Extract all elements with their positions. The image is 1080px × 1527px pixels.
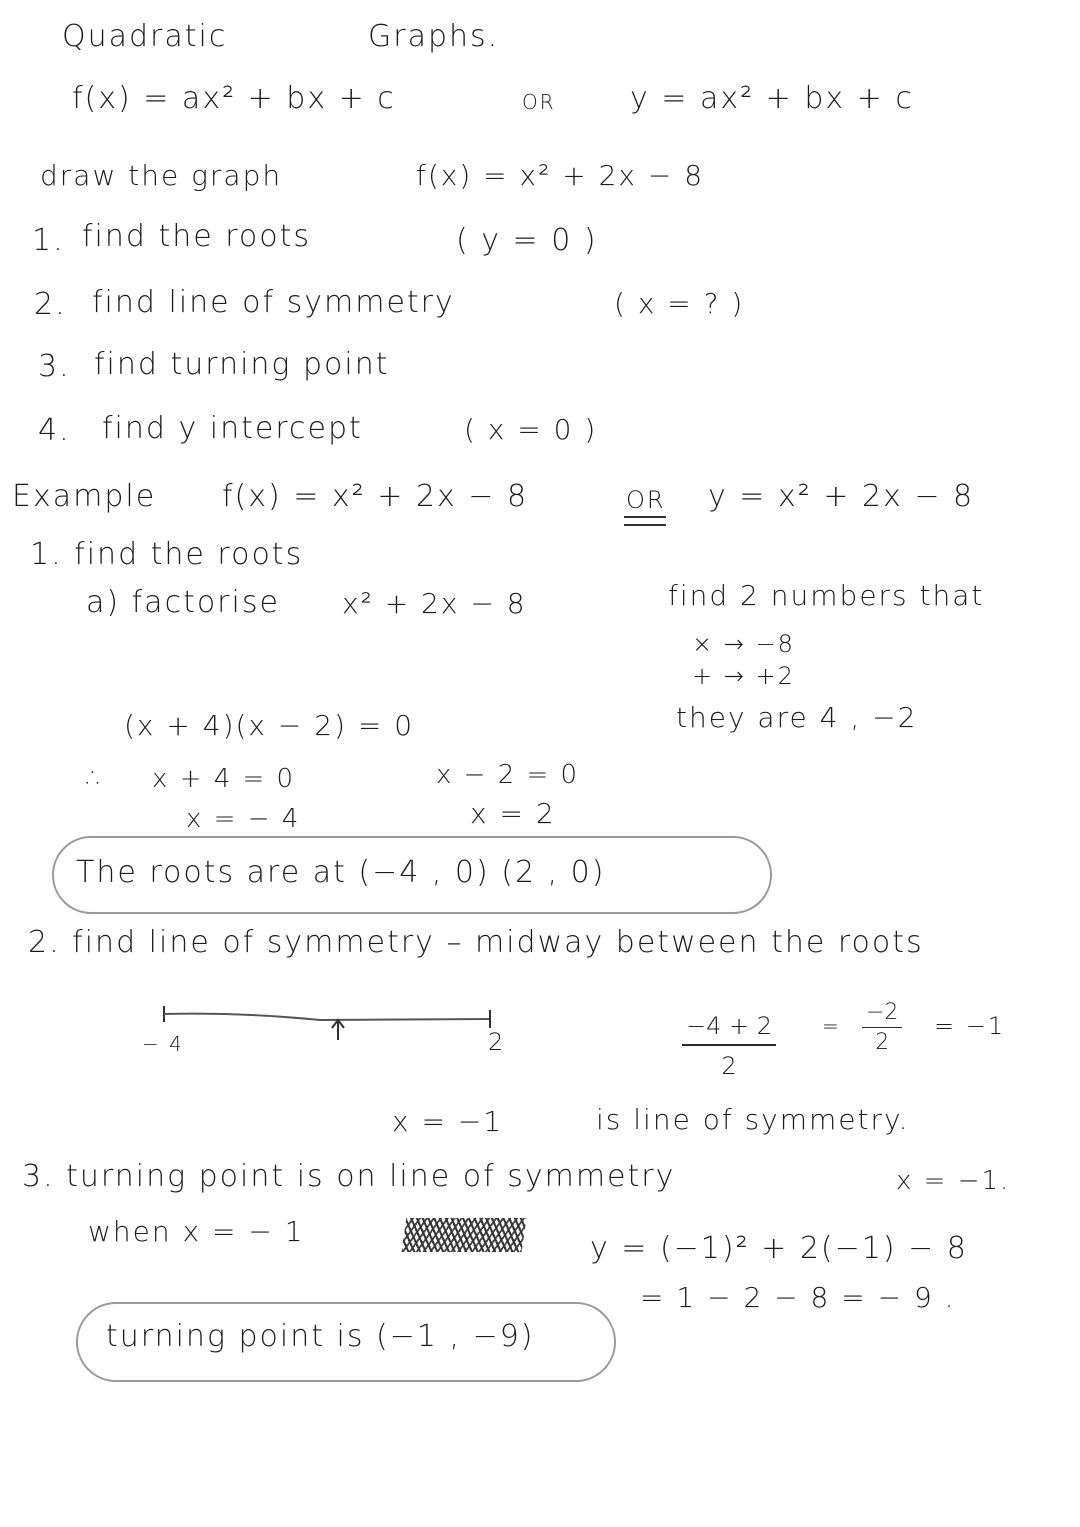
step-4-note: ( x = 0 ) [464,413,598,446]
step-1-note: ( y = 0 ) [456,223,598,258]
step-4-number: 4. [38,413,71,448]
root-eq-left-1: x + 4 = 0 [152,764,296,794]
section1-sub-a: a) factorise [86,585,280,620]
number-line-left-label: − 4 [142,1032,184,1056]
step-1-text: find the roots [82,219,312,254]
step-2-text: find line of symmetry [92,285,455,320]
section2-heading: 2. find line of symmetry – midway between the roots [28,925,924,960]
general-form-or: OR [522,90,556,114]
symmetry-line-text: is line of symmetry. [596,1103,910,1136]
section3-heading: 3. turning point is on line of symmetry [22,1159,676,1194]
number-line-diagram [150,1000,510,1050]
turning-y-calc-1: y = (−1)² + 2(−1) − 8 [590,1231,968,1266]
simplified-fraction-denominator: 2 [875,1030,890,1055]
step-3-number: 3. [38,349,71,384]
turning-y-calc-2: = 1 − 2 − 8 = − 9 . [640,1281,956,1314]
general-form-y: y = ax² + bx + c [630,81,914,116]
side-note-line2: × → −8 [692,630,795,658]
step-1-number: 1. [32,223,65,258]
general-form-function: f(x) = ax² + bx + c [72,81,396,116]
factored-equation: (x + 4)(x − 2) = 0 [124,709,415,742]
or-double-underline [624,516,666,526]
task-equation: f(x) = x² + 2x − 8 [416,159,705,192]
example-fx: f(x) = x² + 2x − 8 [222,479,529,514]
side-note-line4: they are 4 , −2 [676,701,918,734]
section1-expression: x² + 2x − 8 [342,587,527,620]
side-note-line1: find 2 numbers that [668,579,985,612]
crossed-out-scribble [402,1218,527,1252]
simplified-fraction [862,1000,902,1055]
root-eq-left-2: x = − 4 [186,804,301,834]
number-line-right-label: 2 [488,1028,506,1056]
step-2-number: 2. [34,287,67,322]
step-4-text: find y intercept [102,411,363,446]
root-eq-right-2: x = 2 [470,797,556,830]
midpoint-fraction-denominator: 2 [721,1052,737,1080]
step-3-text: find turning point [94,347,390,382]
root-eq-right-1: x − 2 = 0 [436,760,580,790]
when-x-label: when x = − 1 [88,1215,305,1248]
section1-heading: 1. find the roots [30,537,304,572]
roots-result: The roots are at (−4 , 0) (2 , 0) [76,855,606,890]
page-title-word2: Graphs. [368,19,500,54]
therefore-symbol: ∴ [86,761,106,794]
midpoint-fraction-numerator: −4 + 2 [682,1012,776,1046]
example-label: Example [12,479,157,514]
page-title-word1: Quadratic [62,19,228,54]
midpoint-result: = −1 [934,1012,1006,1040]
task-label: draw the graph [40,159,283,192]
example-y: y = x² + 2x − 8 [708,479,975,514]
symmetry-line-x: x = −1 [392,1105,504,1138]
example-or: OR [626,486,666,514]
simplified-fraction-numerator: −2 [862,1000,902,1028]
midpoint-fraction [682,1012,776,1080]
equals-sign-1: = [822,1014,841,1038]
section3-heading-x: x = −1. [896,1166,1011,1196]
turning-point-result: turning point is (−1 , −9) [106,1319,535,1354]
side-note-line3: + → +2 [692,662,795,690]
step-2-note: ( x = ? ) [614,287,745,320]
